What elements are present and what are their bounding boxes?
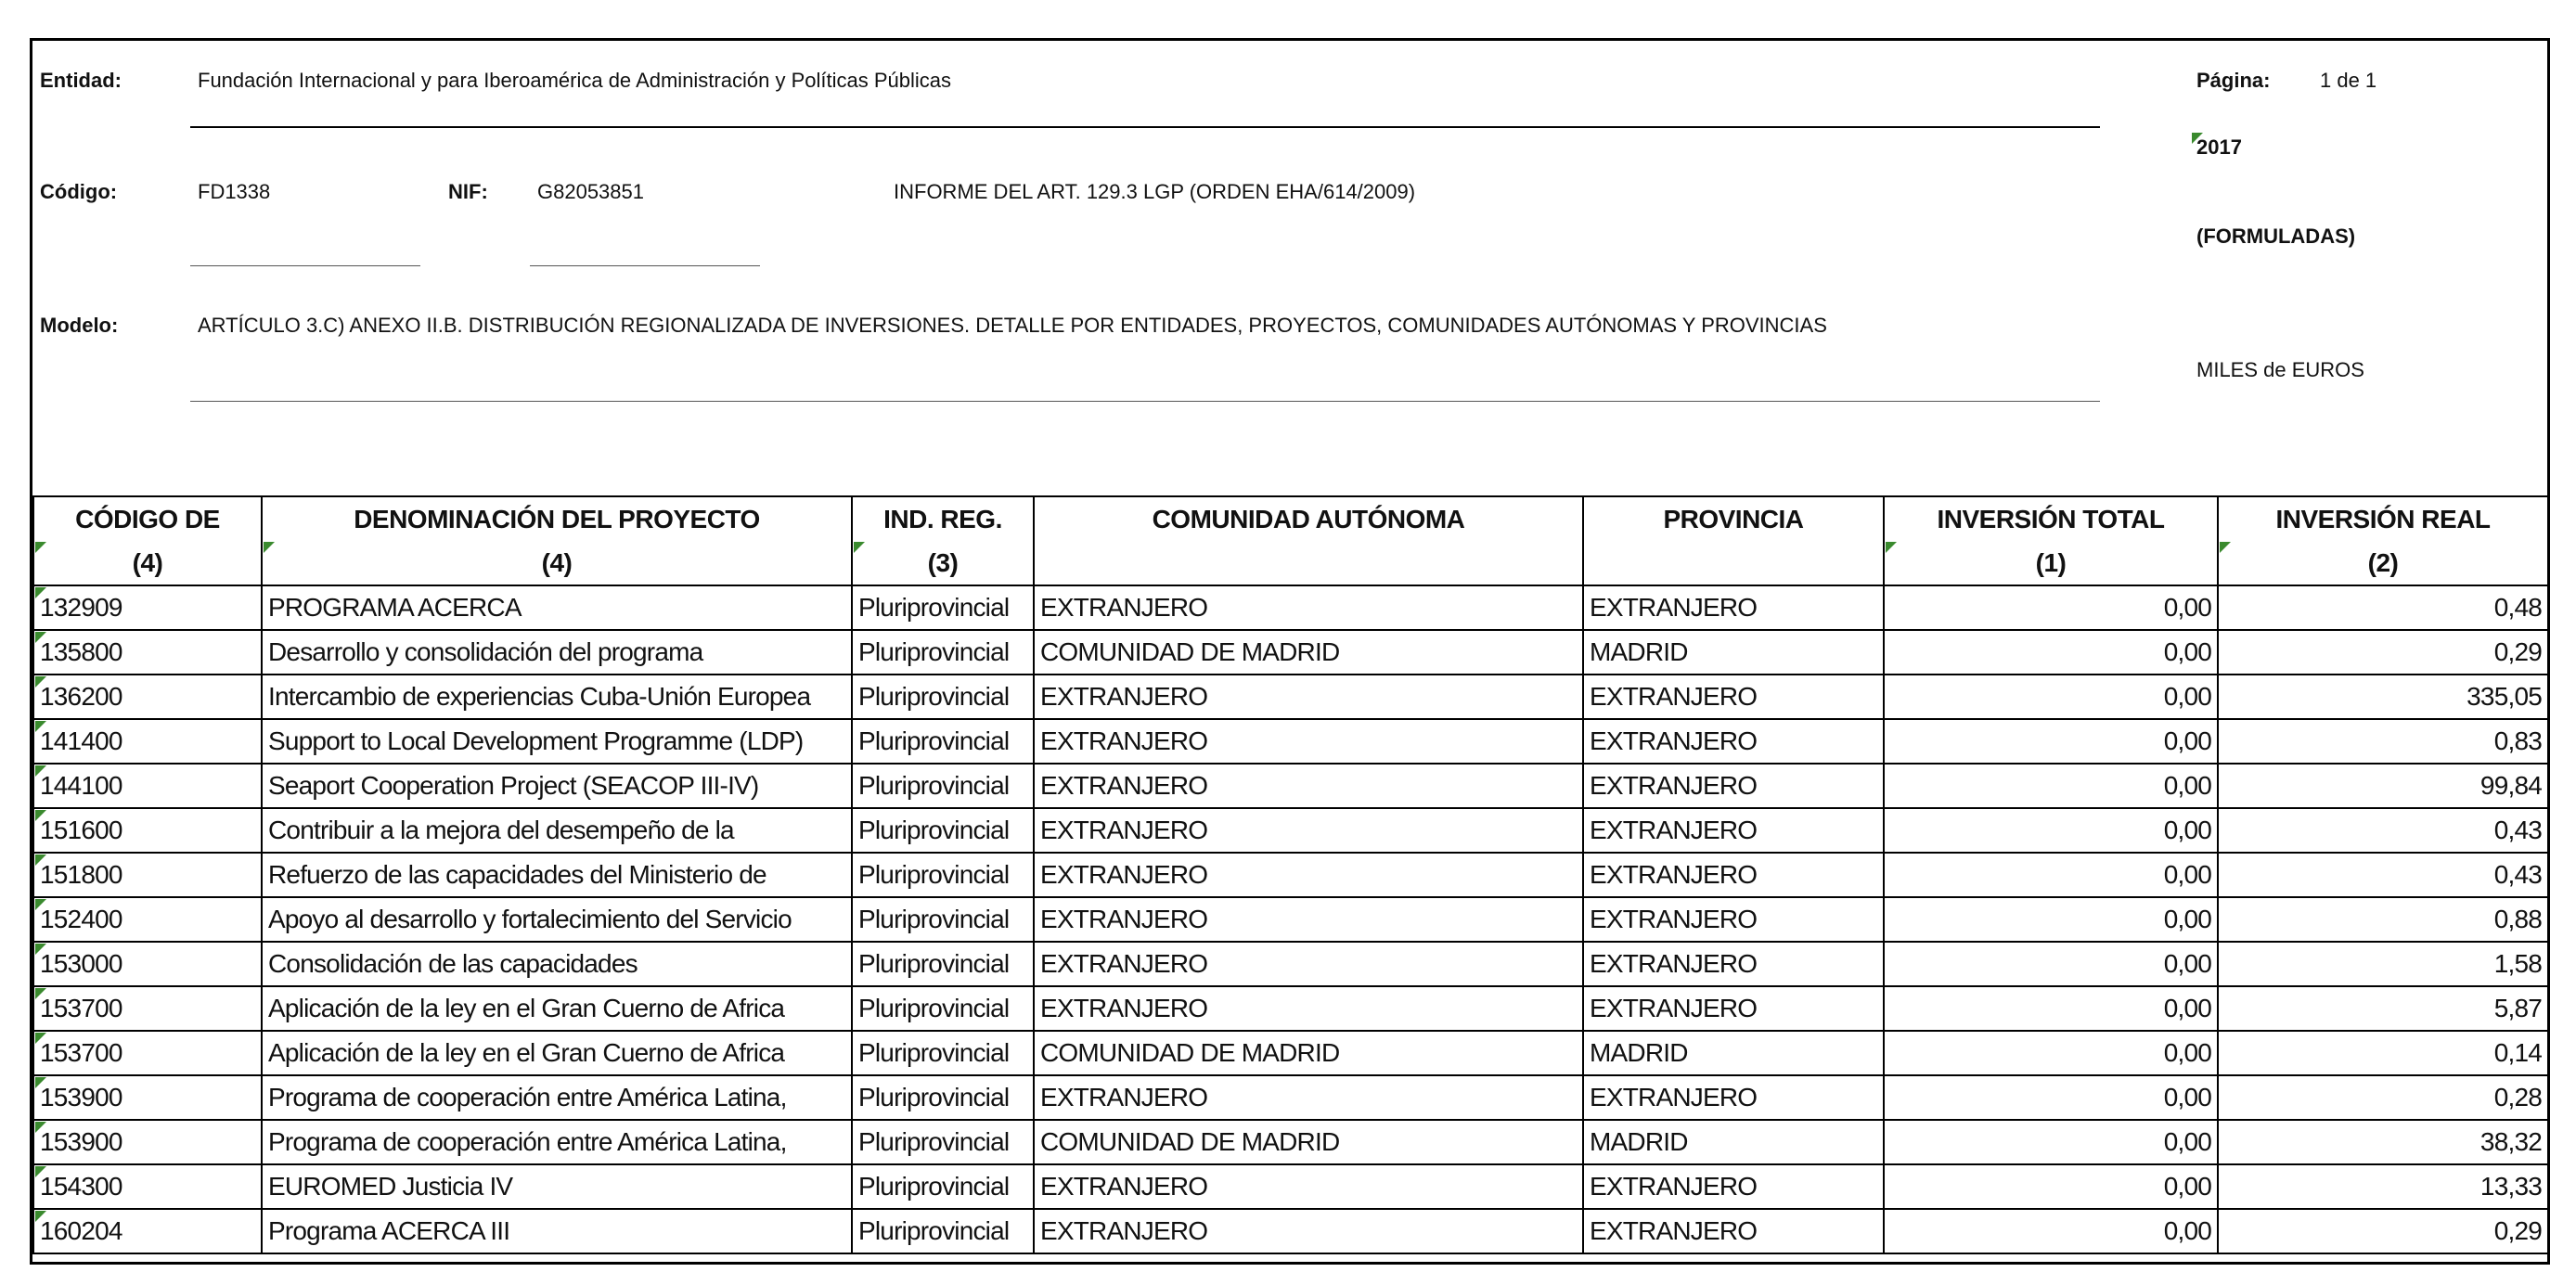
- row-provincia: EXTRANJERO: [1583, 942, 1884, 986]
- inversiones-table: [32, 495, 2549, 1254]
- report-year: 2017: [2196, 135, 2242, 159]
- col-comunidad-header: COMUNIDAD AUTÓNOMA: [1034, 496, 1583, 541]
- cell-marker-icon: [35, 721, 46, 732]
- row-comunidad: COMUNIDAD DE MADRID: [1034, 630, 1583, 675]
- row-provincia: EXTRANJERO: [1583, 675, 1884, 719]
- row-inversion-real: 0,48: [2218, 585, 2548, 630]
- row-comunidad: EXTRANJERO: [1034, 1209, 1583, 1253]
- row-comunidad: EXTRANJERO: [1034, 897, 1583, 942]
- row-ind-reg: Pluriprovincial: [852, 719, 1034, 764]
- cell-marker-icon: [35, 632, 46, 643]
- row-denominacion: Programa ACERCA III: [262, 1209, 852, 1253]
- row-provincia: EXTRANJERO: [1583, 585, 1884, 630]
- col-total-header: INVERSIÓN TOTAL: [1884, 496, 2218, 541]
- informe-title: INFORME DEL ART. 129.3 LGP (ORDEN EHA/614/2009): [894, 180, 1416, 203]
- row-comunidad: EXTRANJERO: [1034, 853, 1583, 897]
- table-row: [33, 630, 2548, 675]
- row-ind-reg: Pluriprovincial: [852, 1164, 1034, 1209]
- row-inversion-total: 0,00: [1884, 1164, 2218, 1209]
- row-ind-reg: Pluriprovincial: [852, 942, 1034, 986]
- row-denominacion: Intercambio de experiencias Cuba-Unión Europea: [262, 675, 852, 719]
- row-ind-reg: Pluriprovincial: [852, 585, 1034, 630]
- cell-marker-icon: [35, 587, 46, 598]
- row-provincia: EXTRANJERO: [1583, 853, 1884, 897]
- row-inversion-real: 38,32: [2218, 1120, 2548, 1164]
- nif-underline: [530, 265, 760, 266]
- row-inversion-real: 0,83: [2218, 719, 2548, 764]
- row-comunidad: EXTRANJERO: [1034, 585, 1583, 630]
- row-inversion-real: 0,88: [2218, 897, 2548, 942]
- row-provincia: EXTRANJERO: [1583, 986, 1884, 1031]
- table-row: [33, 808, 2548, 853]
- row-codigo: 132909: [33, 585, 262, 630]
- row-denominacion: PROGRAMA ACERCA: [262, 585, 852, 630]
- row-provincia: EXTRANJERO: [1583, 1209, 1884, 1253]
- row-inversion-real: 5,87: [2218, 986, 2548, 1031]
- row-denominacion: Consolidación de las capacidades: [262, 942, 852, 986]
- table-row: [33, 675, 2548, 719]
- row-inversion-total: 0,00: [1884, 585, 2218, 630]
- row-denominacion: Seaport Cooperation Project (SEACOP III-IV): [262, 764, 852, 808]
- row-inversion-total: 0,00: [1884, 942, 2218, 986]
- row-denominacion: Aplicación de la ley en el Gran Cuerno de Africa: [262, 986, 852, 1031]
- codigo-value: FD1338: [198, 180, 271, 203]
- cell-marker-icon: [35, 1122, 46, 1133]
- row-provincia: EXTRANJERO: [1583, 1164, 1884, 1209]
- row-provincia: EXTRANJERO: [1583, 1075, 1884, 1120]
- header-row-titles: [33, 496, 2548, 541]
- row-inversion-total: 0,00: [1884, 1075, 2218, 1120]
- row-codigo: 151600: [33, 808, 262, 853]
- row-denominacion: Contribuir a la mejora del desempeño de la: [262, 808, 852, 853]
- row-codigo: 153700: [33, 1031, 262, 1075]
- row-inversion-real: 0,28: [2218, 1075, 2548, 1120]
- table-body: [33, 585, 2548, 1253]
- cell-marker-icon: [35, 1211, 46, 1222]
- row-provincia: MADRID: [1583, 1120, 1884, 1164]
- row-ind-reg: Pluriprovincial: [852, 1075, 1034, 1120]
- row-inversion-real: 0,43: [2218, 853, 2548, 897]
- table-row: [33, 585, 2548, 630]
- row-denominacion: EUROMED Justicia IV: [262, 1164, 852, 1209]
- row-codigo: 152400: [33, 897, 262, 942]
- formuladas-label: (FORMULADAS): [2196, 225, 2356, 248]
- cell-marker-icon: [35, 810, 46, 821]
- codigo-label: Código:: [40, 180, 118, 203]
- nif-value: G82053851: [537, 180, 644, 203]
- row-denominacion: Support to Local Development Programme (LDP): [262, 719, 852, 764]
- col-codigo-header: CÓDIGO DE: [33, 496, 262, 541]
- row-inversion-total: 0,00: [1884, 853, 2218, 897]
- row-ind-reg: Pluriprovincial: [852, 897, 1034, 942]
- row-inversion-real: 1,58: [2218, 942, 2548, 986]
- pagina-label: Página:: [2196, 69, 2271, 92]
- row-inversion-real: 0,43: [2218, 808, 2548, 853]
- row-comunidad: EXTRANJERO: [1034, 1075, 1583, 1120]
- table-row: [33, 1164, 2548, 1209]
- row-codigo: 136200: [33, 675, 262, 719]
- row-comunidad: EXTRANJERO: [1034, 764, 1583, 808]
- col-provincia-header: PROVINCIA: [1583, 496, 1884, 541]
- row-denominacion: Programa de cooperación entre América Latina,: [262, 1120, 852, 1164]
- cell-marker-icon: [1886, 542, 1897, 553]
- col-real-header: INVERSIÓN REAL: [2218, 496, 2548, 541]
- table-row: [33, 897, 2548, 942]
- cell-marker-icon: [35, 1077, 46, 1088]
- row-codigo: 153000: [33, 942, 262, 986]
- nif-label: NIF:: [448, 180, 488, 203]
- row-inversion-total: 0,00: [1884, 719, 2218, 764]
- row-ind-reg: Pluriprovincial: [852, 808, 1034, 853]
- table-row: [33, 764, 2548, 808]
- cell-marker-icon: [35, 765, 46, 777]
- cell-marker-icon: [35, 1166, 46, 1177]
- row-comunidad: COMUNIDAD DE MADRID: [1034, 1031, 1583, 1075]
- row-inversion-total: 0,00: [1884, 1120, 2218, 1164]
- row-ind-reg: Pluriprovincial: [852, 764, 1034, 808]
- entidad-label: Entidad:: [40, 69, 122, 92]
- row-provincia: EXTRANJERO: [1583, 897, 1884, 942]
- row-ind-reg: Pluriprovincial: [852, 1209, 1034, 1253]
- row-comunidad: EXTRANJERO: [1034, 808, 1583, 853]
- row-inversion-total: 0,00: [1884, 986, 2218, 1031]
- row-inversion-total: 0,00: [1884, 675, 2218, 719]
- row-inversion-total: 0,00: [1884, 630, 2218, 675]
- col-codigo-note: (4): [33, 541, 262, 585]
- cell-marker-icon: [854, 542, 865, 553]
- row-ind-reg: Pluriprovincial: [852, 675, 1034, 719]
- cell-marker-icon: [35, 899, 46, 910]
- row-ind-reg: Pluriprovincial: [852, 630, 1034, 675]
- row-inversion-total: 0,00: [1884, 1209, 2218, 1253]
- row-comunidad: EXTRANJERO: [1034, 675, 1583, 719]
- modelo-underline: [190, 401, 2100, 402]
- table-row: [33, 1031, 2548, 1075]
- col-indreg-note: (3): [852, 541, 1034, 585]
- row-denominacion: Aplicación de la ley en el Gran Cuerno de Africa: [262, 1031, 852, 1075]
- row-inversion-real: 0,29: [2218, 1209, 2548, 1253]
- col-provincia-note: [1583, 541, 1884, 585]
- cell-marker-icon: [35, 944, 46, 955]
- cell-marker-icon: [35, 988, 46, 999]
- row-ind-reg: Pluriprovincial: [852, 1120, 1034, 1164]
- row-inversion-real: 0,29: [2218, 630, 2548, 675]
- entidad-underline: [190, 126, 2100, 128]
- row-provincia: MADRID: [1583, 1031, 1884, 1075]
- row-provincia: EXTRANJERO: [1583, 719, 1884, 764]
- row-inversion-real: 13,33: [2218, 1164, 2548, 1209]
- row-ind-reg: Pluriprovincial: [852, 1031, 1034, 1075]
- cell-marker-icon: [35, 542, 46, 553]
- cell-marker-icon: [35, 1033, 46, 1044]
- row-inversion-total: 0,00: [1884, 897, 2218, 942]
- col-total-note: (1): [1884, 541, 2218, 585]
- row-codigo: 160204: [33, 1209, 262, 1253]
- row-comunidad: EXTRANJERO: [1034, 1164, 1583, 1209]
- cell-marker-icon: [2220, 542, 2231, 553]
- table-row: [33, 853, 2548, 897]
- codigo-underline: [190, 265, 420, 266]
- row-codigo: 154300: [33, 1164, 262, 1209]
- col-denominacion-header: DENOMINACIÓN DEL PROYECTO: [262, 496, 852, 541]
- report-sheet: [30, 38, 2550, 1265]
- col-real-note: (2): [2218, 541, 2548, 585]
- row-codigo: 144100: [33, 764, 262, 808]
- row-provincia: EXTRANJERO: [1583, 808, 1884, 853]
- row-codigo: 153900: [33, 1120, 262, 1164]
- row-ind-reg: Pluriprovincial: [852, 986, 1034, 1031]
- row-inversion-real: 0,14: [2218, 1031, 2548, 1075]
- unidades-label: MILES de EUROS: [2196, 358, 2364, 381]
- row-codigo: 141400: [33, 719, 262, 764]
- row-ind-reg: Pluriprovincial: [852, 853, 1034, 897]
- row-provincia: EXTRANJERO: [1583, 764, 1884, 808]
- table-row: [33, 1120, 2548, 1164]
- table-row: [33, 942, 2548, 986]
- header-row-notes: [33, 541, 2548, 585]
- row-inversion-real: 99,84: [2218, 764, 2548, 808]
- col-denominacion-note: (4): [262, 541, 852, 585]
- row-denominacion: Programa de cooperación entre América Latina,: [262, 1075, 852, 1120]
- row-codigo: 151800: [33, 853, 262, 897]
- row-inversion-total: 0,00: [1884, 764, 2218, 808]
- row-denominacion: Refuerzo de las capacidades del Ministerio de: [262, 853, 852, 897]
- row-inversion-total: 0,00: [1884, 808, 2218, 853]
- row-provincia: MADRID: [1583, 630, 1884, 675]
- row-inversion-real: 335,05: [2218, 675, 2548, 719]
- entidad-value: Fundación Internacional y para Iberoamérica de Administración y Políticas Públicas: [198, 69, 951, 92]
- table-row: [33, 986, 2548, 1031]
- row-codigo: 135800: [33, 630, 262, 675]
- col-comunidad-note: [1034, 541, 1583, 585]
- modelo-value: ARTÍCULO 3.C) ANEXO II.B. DISTRIBUCIÓN REGIONALIZADA DE INVERSIONES. DETALLE POR ENTIDADES, PROYECTOS, COMUNIDADES AUTÓNOMAS Y PROVINCIAS: [198, 314, 1827, 337]
- row-denominacion: Apoyo al desarrollo y fortalecimiento del Servicio: [262, 897, 852, 942]
- table-row: [33, 1209, 2548, 1253]
- table-row: [33, 1075, 2548, 1120]
- row-comunidad: EXTRANJERO: [1034, 942, 1583, 986]
- col-indreg-header: IND. REG.: [852, 496, 1034, 541]
- row-inversion-total: 0,00: [1884, 1031, 2218, 1075]
- row-comunidad: EXTRANJERO: [1034, 719, 1583, 764]
- cell-marker-icon: [264, 542, 275, 553]
- row-codigo: 153700: [33, 986, 262, 1031]
- table-row: [33, 719, 2548, 764]
- modelo-label: Modelo:: [40, 314, 119, 337]
- cell-marker-icon: [35, 676, 46, 687]
- row-comunidad: EXTRANJERO: [1034, 986, 1583, 1031]
- row-codigo: 153900: [33, 1075, 262, 1120]
- cell-marker-icon: [35, 855, 46, 866]
- pagina-value: 1 de 1: [2320, 69, 2377, 92]
- row-denominacion: Desarrollo y consolidación del programa: [262, 630, 852, 675]
- row-comunidad: COMUNIDAD DE MADRID: [1034, 1120, 1583, 1164]
